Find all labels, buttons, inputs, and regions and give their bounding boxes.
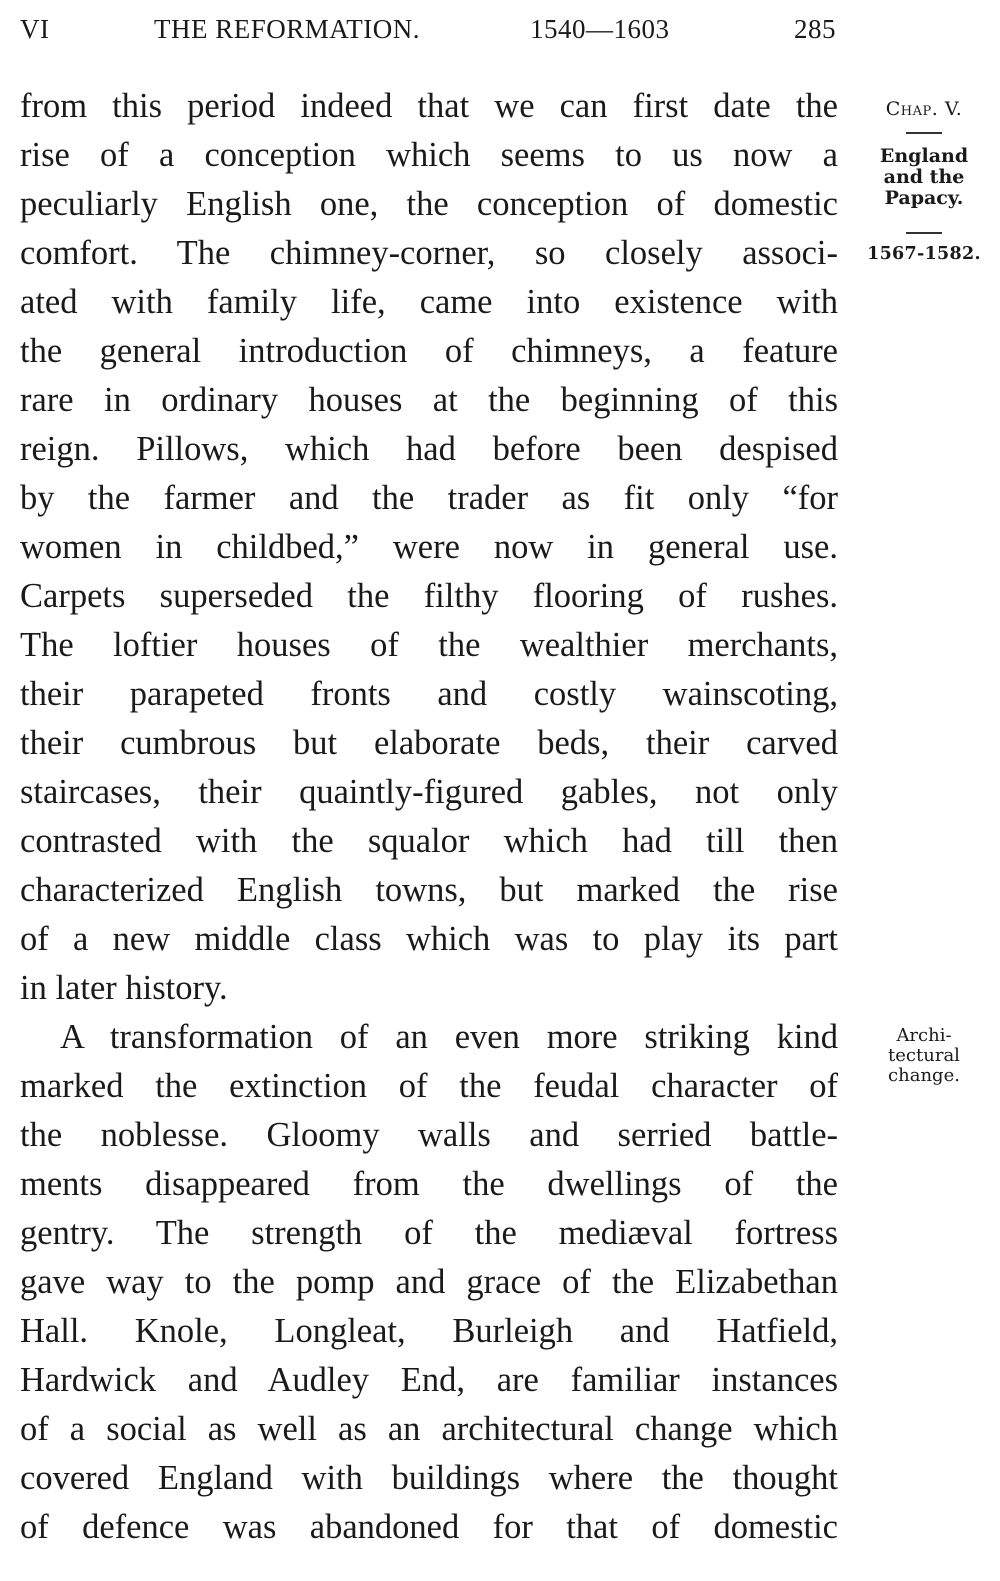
text-line: Hardwick and Audley End, are familiar instances (20, 1361, 838, 1399)
sidenote-topic-line: England (879, 145, 969, 167)
text-line: ments disappeared from the dwellings of the (20, 1165, 838, 1203)
sidenote-rule (906, 132, 942, 134)
text-line: in later history. (20, 969, 228, 1007)
text-line: A transformation of an even more striking kind (60, 1018, 838, 1056)
text-line: of a social as well as an architectural change which (20, 1410, 838, 1448)
text-line: contrasted with the squalor which had till then (20, 822, 838, 860)
header-chapter-number: VI (20, 14, 50, 44)
text-line: from this period indeed that we can first date the (20, 87, 838, 125)
text-line: ated with family life, came into existence with (20, 283, 838, 321)
text-line: gentry. The strength of the mediæval fortress (20, 1214, 838, 1252)
header-years: 1540—1603 (530, 14, 670, 44)
text-line: marked the extinction of the feudal character of (20, 1067, 838, 1105)
sidenote-arch-line: Archi- (896, 1025, 952, 1046)
text-line: their parapeted fronts and costly wainscoting, (20, 675, 838, 713)
text-line: Carpets superseded the filthy flooring of rushes. (20, 577, 838, 615)
text-line: reign. Pillows, which had before been despised (20, 430, 838, 468)
text-line: gave way to the pomp and grace of the Elizabethan (20, 1263, 838, 1301)
text-line: peculiarly English one, the conception of domestic (20, 185, 838, 223)
header-title: THE REFORMATION. (154, 14, 421, 44)
paragraph-domestic-comfort (20, 82, 838, 1013)
text-line: by the farmer and the trader as fit only “for (20, 479, 838, 517)
text-line: Hall. Knole, Longleat, Burleigh and Hatfield, (20, 1312, 838, 1350)
text-line: of defence was abandoned for that of domestic (20, 1508, 838, 1546)
body-text (20, 82, 838, 1552)
text-line: women in childbed,” were now in general use. (20, 528, 838, 566)
text-line: of a new middle class which was to play its part (20, 920, 838, 958)
text-line: rise of a conception which seems to us now a (20, 136, 838, 174)
text-line: characterized English towns, but marked the rise (20, 871, 838, 909)
paragraph-architectural-change (20, 1013, 838, 1552)
text-line: covered England with buildings where the thought (20, 1459, 838, 1497)
sidenote-dates: 1567-1582. (867, 244, 981, 264)
running-header (20, 14, 840, 54)
sidenote-topic-line: Papacy. (884, 187, 964, 209)
sidenote-topic-line: and the (883, 166, 965, 188)
text-line: The loftier houses of the wealthier merchants, (20, 626, 838, 664)
page-number: 285 (794, 14, 836, 44)
sidenote-arch-line: tectural (888, 1045, 960, 1066)
text-line: their cumbrous but elaborate beds, their carved (20, 724, 838, 762)
sidenote-architectural-change (862, 1026, 986, 1086)
text-line: the noblesse. Gloomy walls and serried battle- (20, 1116, 838, 1154)
text-line: rare in ordinary houses at the beginning of this (20, 381, 838, 419)
text-line: staircases, their quaintly-figured gables, not only (20, 773, 838, 811)
sidenote-topic (862, 146, 986, 209)
text-line: comfort. The chimney-corner, so closely associ- (20, 234, 838, 272)
sidenote-chapter-ref: Chap. V. (885, 98, 963, 120)
sidenote-arch-line: change. (888, 1065, 960, 1086)
text-line: the general introduction of chimneys, a feature (20, 332, 838, 370)
sidenote-rule (906, 232, 942, 234)
